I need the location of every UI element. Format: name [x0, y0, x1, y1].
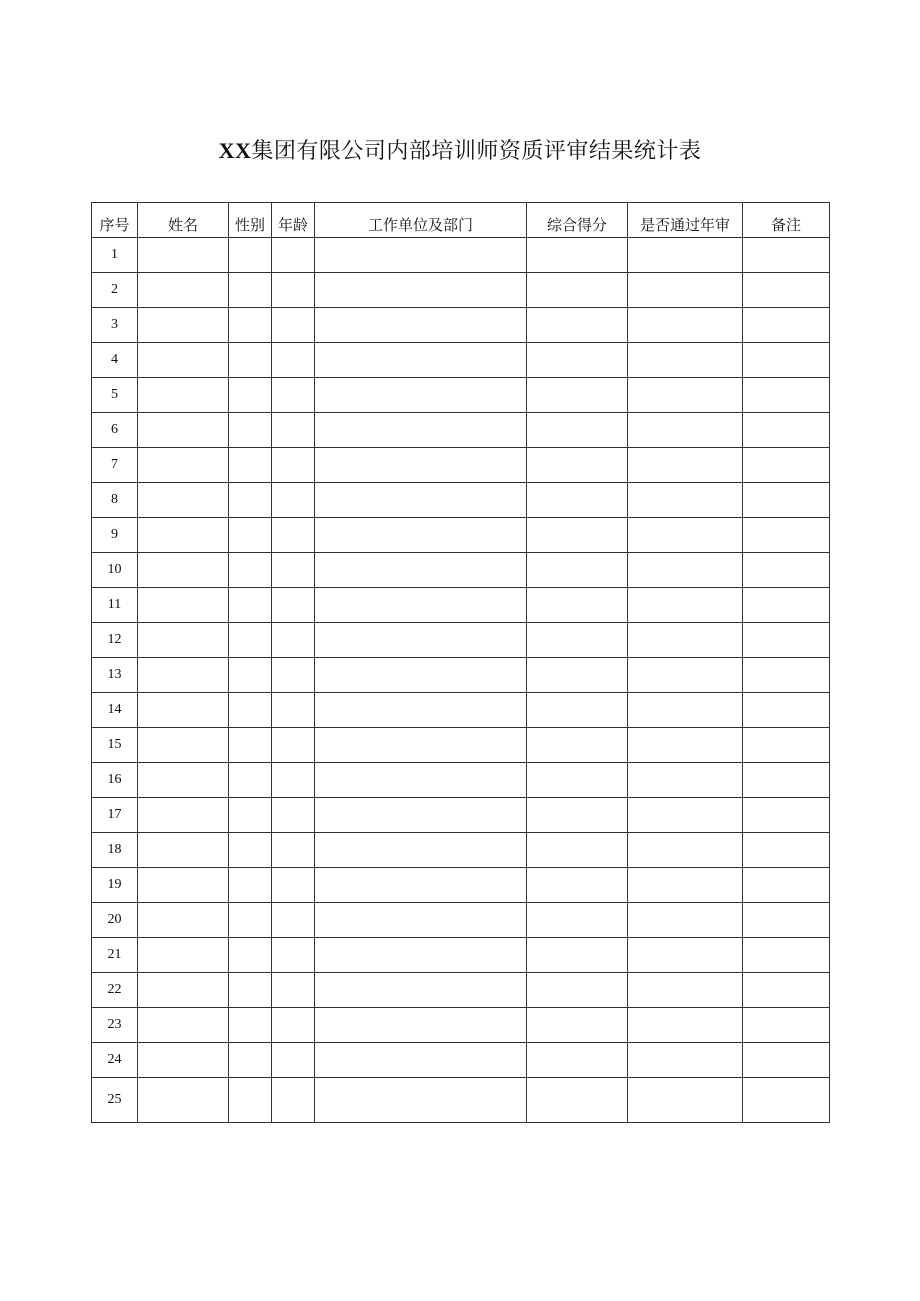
cell-department[interactable] — [315, 378, 527, 413]
cell-age[interactable] — [272, 1078, 315, 1123]
cell-name[interactable] — [138, 238, 229, 273]
cell-remarks[interactable] — [743, 413, 830, 448]
cell-name[interactable] — [138, 273, 229, 308]
cell-age[interactable] — [272, 973, 315, 1008]
cell-age[interactable] — [272, 693, 315, 728]
page-title-text: 集团有限公司内部培训师资质评审结果统计表 — [251, 139, 702, 164]
table-row — [92, 1043, 830, 1078]
cell-gender[interactable] — [229, 973, 272, 1008]
cell-serial: 7 — [92, 448, 138, 483]
cell-remarks[interactable] — [743, 798, 830, 833]
cell-annual-review[interactable] — [628, 378, 743, 413]
cell-department[interactable] — [315, 308, 527, 343]
cell-annual-review[interactable] — [628, 1078, 743, 1123]
cell-remarks[interactable] — [743, 658, 830, 693]
cell-remarks[interactable] — [743, 448, 830, 483]
cell-age[interactable] — [272, 588, 315, 623]
cell-name[interactable] — [138, 588, 229, 623]
cell-age[interactable] — [272, 378, 315, 413]
cell-gender[interactable] — [229, 798, 272, 833]
cell-annual-review[interactable] — [628, 693, 743, 728]
cell-score[interactable] — [527, 938, 628, 973]
cell-age[interactable] — [272, 1008, 315, 1043]
cell-department[interactable] — [315, 1008, 527, 1043]
cell-gender[interactable] — [229, 553, 272, 588]
cell-department[interactable] — [315, 553, 527, 588]
cell-name[interactable] — [138, 763, 229, 798]
table-row — [92, 378, 830, 413]
table-row — [92, 693, 830, 728]
header-remarks: 备注 — [743, 203, 830, 238]
cell-name[interactable] — [138, 798, 229, 833]
cell-name[interactable] — [138, 1043, 229, 1078]
cell-remarks[interactable] — [743, 1078, 830, 1123]
cell-age[interactable] — [272, 413, 315, 448]
cell-annual-review[interactable] — [628, 483, 743, 518]
cell-department[interactable] — [315, 1043, 527, 1078]
cell-score[interactable] — [527, 693, 628, 728]
cell-age[interactable] — [272, 903, 315, 938]
cell-name[interactable] — [138, 693, 229, 728]
cell-serial: 10 — [92, 553, 138, 588]
cell-annual-review[interactable] — [628, 833, 743, 868]
cell-score[interactable] — [527, 833, 628, 868]
table-row — [92, 588, 830, 623]
table-row — [92, 483, 830, 518]
cell-name[interactable] — [138, 658, 229, 693]
cell-remarks[interactable] — [743, 343, 830, 378]
cell-age[interactable] — [272, 623, 315, 658]
page-title-prefix: XX — [218, 138, 252, 163]
cell-annual-review[interactable] — [628, 518, 743, 553]
cell-age[interactable] — [272, 798, 315, 833]
cell-department[interactable] — [315, 728, 527, 763]
cell-department[interactable] — [315, 273, 527, 308]
cell-gender[interactable] — [229, 343, 272, 378]
cell-annual-review[interactable] — [628, 973, 743, 1008]
cell-gender[interactable] — [229, 413, 272, 448]
cell-annual-review[interactable] — [628, 903, 743, 938]
cell-gender[interactable] — [229, 273, 272, 308]
cell-department[interactable] — [315, 518, 527, 553]
cell-name[interactable] — [138, 413, 229, 448]
cell-annual-review[interactable] — [628, 728, 743, 763]
cell-gender[interactable] — [229, 308, 272, 343]
cell-serial: 12 — [92, 623, 138, 658]
cell-serial: 24 — [92, 1043, 138, 1078]
cell-department[interactable] — [315, 238, 527, 273]
table-row — [92, 1078, 830, 1123]
cell-name[interactable] — [138, 483, 229, 518]
cell-score[interactable] — [527, 763, 628, 798]
cell-annual-review[interactable] — [628, 238, 743, 273]
cell-department[interactable] — [315, 658, 527, 693]
cell-serial: 19 — [92, 868, 138, 903]
cell-remarks[interactable] — [743, 938, 830, 973]
cell-score[interactable] — [527, 378, 628, 413]
cell-score[interactable] — [527, 903, 628, 938]
cell-serial: 22 — [92, 973, 138, 1008]
cell-remarks[interactable] — [743, 273, 830, 308]
cell-remarks[interactable] — [743, 623, 830, 658]
cell-age[interactable] — [272, 763, 315, 798]
cell-gender[interactable] — [229, 588, 272, 623]
cell-age[interactable] — [272, 553, 315, 588]
cell-serial: 21 — [92, 938, 138, 973]
cell-serial: 23 — [92, 1008, 138, 1043]
cell-age[interactable] — [272, 238, 315, 273]
cell-age[interactable] — [272, 728, 315, 763]
cell-department[interactable] — [315, 763, 527, 798]
table-header-row — [92, 203, 830, 238]
cell-department[interactable] — [315, 798, 527, 833]
table-row — [92, 238, 830, 273]
cell-annual-review[interactable] — [628, 308, 743, 343]
cell-name[interactable] — [138, 343, 229, 378]
cell-age[interactable] — [272, 868, 315, 903]
cell-score[interactable] — [527, 973, 628, 1008]
cell-gender[interactable] — [229, 868, 272, 903]
cell-annual-review[interactable] — [628, 798, 743, 833]
cell-annual-review[interactable] — [628, 448, 743, 483]
cell-remarks[interactable] — [743, 238, 830, 273]
cell-score[interactable] — [527, 308, 628, 343]
table-row — [92, 343, 830, 378]
cell-department[interactable] — [315, 903, 527, 938]
cell-remarks[interactable] — [743, 483, 830, 518]
cell-serial: 5 — [92, 378, 138, 413]
cell-gender[interactable] — [229, 518, 272, 553]
cell-name[interactable] — [138, 378, 229, 413]
cell-serial: 16 — [92, 763, 138, 798]
cell-score[interactable] — [527, 483, 628, 518]
cell-age[interactable] — [272, 343, 315, 378]
cell-department[interactable] — [315, 1078, 527, 1123]
header-serial: 序号 — [92, 203, 138, 238]
cell-gender[interactable] — [229, 238, 272, 273]
cell-gender[interactable] — [229, 903, 272, 938]
cell-serial: 2 — [92, 273, 138, 308]
table-row — [92, 273, 830, 308]
cell-name[interactable] — [138, 938, 229, 973]
table-row — [92, 833, 830, 868]
cell-serial: 11 — [92, 588, 138, 623]
cell-age[interactable] — [272, 833, 315, 868]
cell-name[interactable] — [138, 308, 229, 343]
cell-remarks[interactable] — [743, 903, 830, 938]
cell-age[interactable] — [272, 308, 315, 343]
cell-department[interactable] — [315, 868, 527, 903]
cell-name[interactable] — [138, 868, 229, 903]
cell-age[interactable] — [272, 938, 315, 973]
cell-annual-review[interactable] — [628, 623, 743, 658]
table-row — [92, 938, 830, 973]
cell-gender[interactable] — [229, 623, 272, 658]
cell-annual-review[interactable] — [628, 1043, 743, 1078]
cell-annual-review[interactable] — [628, 273, 743, 308]
cell-score[interactable] — [527, 553, 628, 588]
cell-remarks[interactable] — [743, 763, 830, 798]
cell-remarks[interactable] — [743, 588, 830, 623]
table-row — [92, 763, 830, 798]
cell-score[interactable] — [527, 658, 628, 693]
cell-gender[interactable] — [229, 1008, 272, 1043]
cell-age[interactable] — [272, 448, 315, 483]
table-row — [92, 973, 830, 1008]
cell-age[interactable] — [272, 273, 315, 308]
cell-name[interactable] — [138, 833, 229, 868]
header-name: 姓名 — [138, 203, 229, 238]
cell-serial: 13 — [92, 658, 138, 693]
cell-remarks[interactable] — [743, 973, 830, 1008]
cell-name[interactable] — [138, 1008, 229, 1043]
cell-remarks[interactable] — [743, 833, 830, 868]
table-row — [92, 1008, 830, 1043]
cell-score[interactable] — [527, 728, 628, 763]
cell-department[interactable] — [315, 343, 527, 378]
cell-name[interactable] — [138, 448, 229, 483]
header-age: 年龄 — [272, 203, 315, 238]
cell-department[interactable] — [315, 623, 527, 658]
cell-name[interactable] — [138, 973, 229, 1008]
cell-gender[interactable] — [229, 448, 272, 483]
cell-gender[interactable] — [229, 763, 272, 798]
page-title — [0, 134, 920, 165]
cell-serial: 14 — [92, 693, 138, 728]
header-score: 综合得分 — [527, 203, 628, 238]
header-gender: 性别 — [229, 203, 272, 238]
cell-remarks[interactable] — [743, 868, 830, 903]
cell-annual-review[interactable] — [628, 343, 743, 378]
cell-gender[interactable] — [229, 728, 272, 763]
cell-annual-review[interactable] — [628, 938, 743, 973]
cell-department[interactable] — [315, 973, 527, 1008]
cell-name[interactable] — [138, 728, 229, 763]
cell-score[interactable] — [527, 448, 628, 483]
cell-serial: 25 — [92, 1078, 138, 1123]
cell-serial: 3 — [92, 308, 138, 343]
table-row — [92, 903, 830, 938]
cell-gender[interactable] — [229, 693, 272, 728]
table-row — [92, 413, 830, 448]
cell-department[interactable] — [315, 413, 527, 448]
header-department: 工作单位及部门 — [315, 203, 527, 238]
cell-department[interactable] — [315, 448, 527, 483]
cell-score[interactable] — [527, 1078, 628, 1123]
cell-annual-review[interactable] — [628, 588, 743, 623]
cell-gender[interactable] — [229, 1043, 272, 1078]
cell-remarks[interactable] — [743, 1043, 830, 1078]
cell-age[interactable] — [272, 483, 315, 518]
table-row — [92, 623, 830, 658]
cell-name[interactable] — [138, 518, 229, 553]
cell-score[interactable] — [527, 1008, 628, 1043]
cell-score[interactable] — [527, 413, 628, 448]
cell-annual-review[interactable] — [628, 1008, 743, 1043]
cell-department[interactable] — [315, 938, 527, 973]
cell-serial: 17 — [92, 798, 138, 833]
cell-serial: 9 — [92, 518, 138, 553]
cell-remarks[interactable] — [743, 1008, 830, 1043]
cell-remarks[interactable] — [743, 553, 830, 588]
header-annual-review: 是否通过年审 — [628, 203, 743, 238]
table-body — [92, 238, 830, 1123]
cell-department[interactable] — [315, 483, 527, 518]
cell-score[interactable] — [527, 868, 628, 903]
results-table — [91, 202, 830, 1123]
cell-score[interactable] — [527, 273, 628, 308]
cell-serial: 8 — [92, 483, 138, 518]
cell-gender[interactable] — [229, 938, 272, 973]
cell-name[interactable] — [138, 903, 229, 938]
cell-annual-review[interactable] — [628, 553, 743, 588]
cell-remarks[interactable] — [743, 693, 830, 728]
cell-score[interactable] — [527, 798, 628, 833]
cell-serial: 15 — [92, 728, 138, 763]
cell-gender[interactable] — [229, 1078, 272, 1123]
cell-annual-review[interactable] — [628, 763, 743, 798]
table-row — [92, 308, 830, 343]
cell-name[interactable] — [138, 623, 229, 658]
cell-department[interactable] — [315, 693, 527, 728]
table-row — [92, 518, 830, 553]
cell-score[interactable] — [527, 518, 628, 553]
table-row — [92, 798, 830, 833]
cell-age[interactable] — [272, 1043, 315, 1078]
cell-serial: 18 — [92, 833, 138, 868]
cell-department[interactable] — [315, 588, 527, 623]
table-row — [92, 868, 830, 903]
cell-remarks[interactable] — [743, 518, 830, 553]
cell-serial: 1 — [92, 238, 138, 273]
cell-score[interactable] — [527, 623, 628, 658]
table-row — [92, 553, 830, 588]
cell-remarks[interactable] — [743, 308, 830, 343]
cell-gender[interactable] — [229, 658, 272, 693]
cell-gender[interactable] — [229, 483, 272, 518]
table-row — [92, 658, 830, 693]
cell-annual-review[interactable] — [628, 658, 743, 693]
cell-serial: 6 — [92, 413, 138, 448]
cell-remarks[interactable] — [743, 378, 830, 413]
cell-serial: 20 — [92, 903, 138, 938]
cell-department[interactable] — [315, 833, 527, 868]
cell-gender[interactable] — [229, 378, 272, 413]
cell-annual-review[interactable] — [628, 413, 743, 448]
cell-age[interactable] — [272, 658, 315, 693]
cell-score[interactable] — [527, 343, 628, 378]
table-row — [92, 728, 830, 763]
cell-score[interactable] — [527, 1043, 628, 1078]
cell-age[interactable] — [272, 518, 315, 553]
cell-serial: 4 — [92, 343, 138, 378]
cell-score[interactable] — [527, 588, 628, 623]
cell-annual-review[interactable] — [628, 868, 743, 903]
cell-name[interactable] — [138, 1078, 229, 1123]
table-row — [92, 448, 830, 483]
cell-score[interactable] — [527, 238, 628, 273]
cell-remarks[interactable] — [743, 728, 830, 763]
cell-name[interactable] — [138, 553, 229, 588]
cell-gender[interactable] — [229, 833, 272, 868]
